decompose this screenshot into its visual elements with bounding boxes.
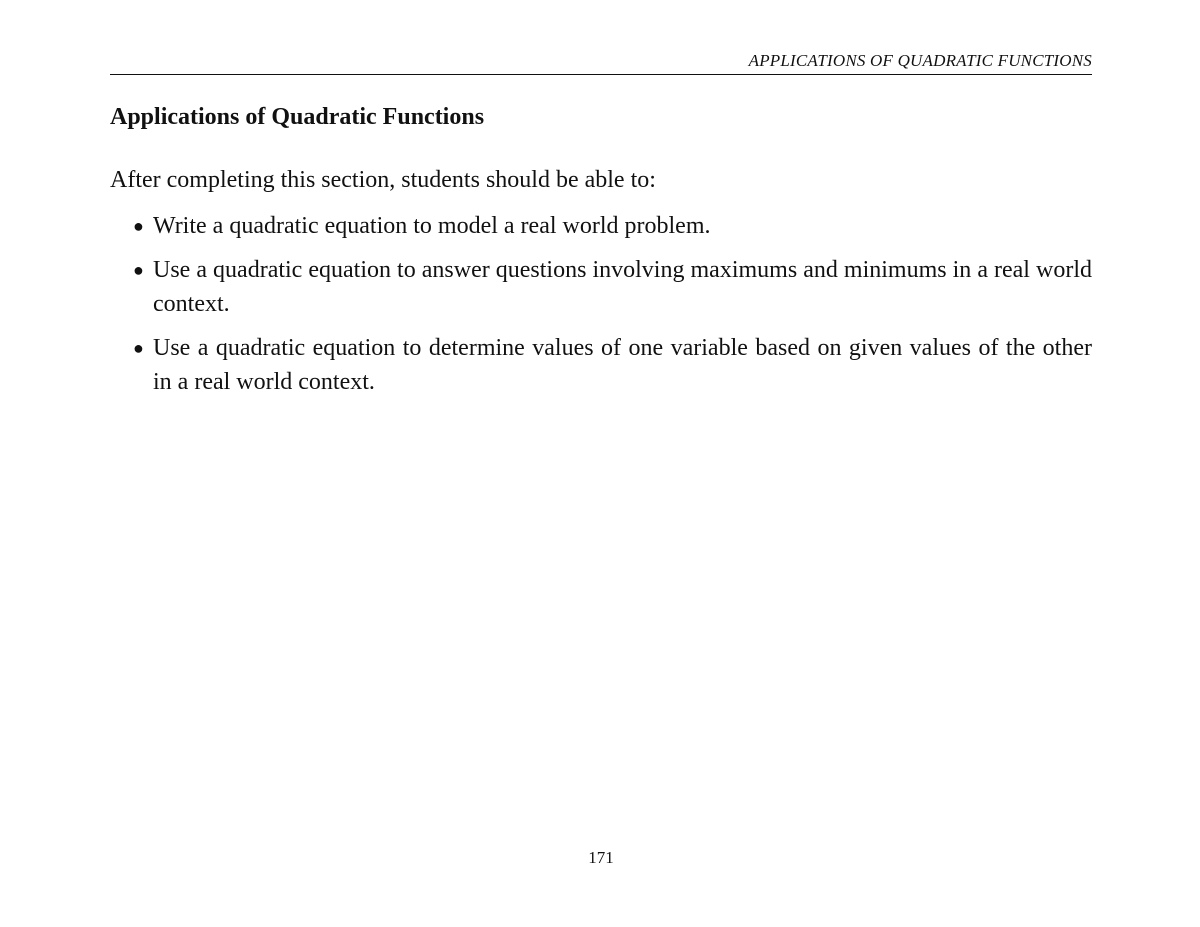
objective-item bbox=[110, 253, 1092, 321]
page-number: 171 bbox=[588, 848, 614, 867]
document-page bbox=[110, 0, 1092, 927]
objective-text: Use a quadratic equation to answer questions involving maximums and minimums in a real world context. bbox=[153, 257, 1092, 317]
running-header: APPLICATIONS OF QUADRATIC FUNCTIONS bbox=[748, 51, 1092, 70]
objective-text: Write a quadratic equation to model a real world problem. bbox=[153, 213, 711, 239]
section-title: Applications of Quadratic Functions bbox=[110, 104, 485, 130]
bullet-icon: ● bbox=[133, 338, 144, 358]
objective-text: Use a quadratic equation to determine values of one variable based on given values of the other in a real world context. bbox=[153, 335, 1092, 395]
intro-text: After completing this section, students should be able to: bbox=[110, 167, 656, 193]
objective-item bbox=[110, 209, 1092, 243]
bullet-icon: ● bbox=[133, 260, 144, 280]
objectives-list bbox=[110, 209, 1092, 409]
objective-item bbox=[110, 331, 1092, 399]
bullet-icon: ● bbox=[133, 216, 144, 236]
header-rule bbox=[110, 74, 1092, 75]
